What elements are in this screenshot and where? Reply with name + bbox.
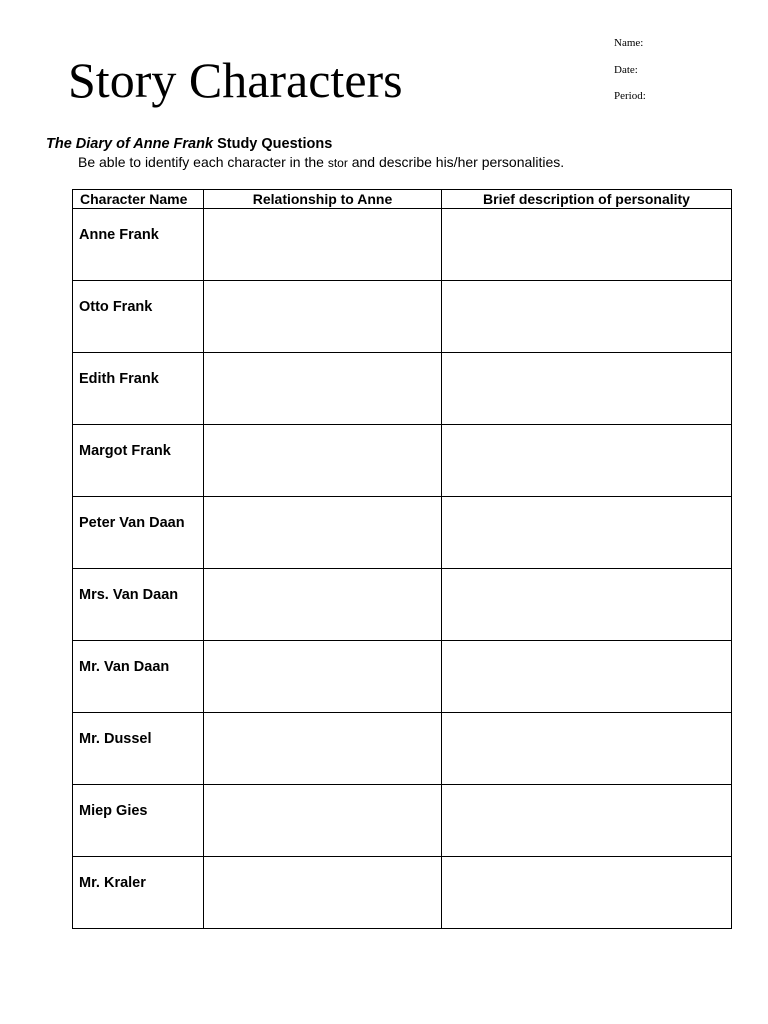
period-label: Period: (614, 90, 646, 102)
character-name-cell: Mr. Van Daan (73, 641, 204, 713)
relationship-cell[interactable] (204, 353, 442, 425)
column-header-relationship: Relationship to Anne (204, 190, 442, 209)
table-header-row (73, 190, 732, 209)
character-name-cell: Mr. Dussel (73, 713, 204, 785)
table-row (73, 281, 732, 353)
instructions-part-1: Be able to identify each character in the (78, 154, 328, 170)
personality-cell[interactable] (442, 785, 732, 857)
relationship-cell[interactable] (204, 209, 442, 281)
relationship-cell[interactable] (204, 641, 442, 713)
date-label: Date: (614, 63, 638, 76)
table-row (73, 425, 732, 497)
relationship-cell[interactable] (204, 281, 442, 353)
subtitle-rest: Study Questions (213, 136, 333, 152)
table-row (73, 209, 732, 281)
relationship-cell[interactable] (204, 713, 442, 785)
character-name-cell: Mrs. Van Daan (73, 569, 204, 641)
column-header-personality: Brief description of personality (442, 190, 732, 209)
table-row (73, 497, 732, 569)
personality-cell[interactable] (442, 209, 732, 281)
relationship-cell[interactable] (204, 857, 442, 929)
personality-cell[interactable] (442, 425, 732, 497)
character-name-cell: Peter Van Daan (73, 497, 204, 569)
table-row (73, 641, 732, 713)
character-name-cell: Anne Frank (73, 209, 204, 281)
page-title: Story Characters (68, 52, 403, 108)
relationship-cell[interactable] (204, 497, 442, 569)
instructions (78, 154, 564, 172)
personality-cell[interactable] (442, 641, 732, 713)
table-row (73, 569, 732, 641)
character-name-cell: Otto Frank (73, 281, 204, 353)
character-name-cell: Mr. Kraler (73, 857, 204, 929)
table-row (73, 857, 732, 929)
instructions-part-2: and describe his/her personalities. (347, 154, 565, 170)
relationship-cell[interactable] (204, 569, 442, 641)
personality-cell[interactable] (442, 353, 732, 425)
personality-cell[interactable] (442, 569, 732, 641)
personality-cell[interactable] (442, 281, 732, 353)
table-row (73, 713, 732, 785)
relationship-cell[interactable] (204, 785, 442, 857)
character-name-cell: Edith Frank (73, 353, 204, 425)
personality-cell[interactable] (442, 497, 732, 569)
character-name-cell: Margot Frank (73, 425, 204, 497)
worksheet-subtitle (46, 136, 332, 153)
personality-cell[interactable] (442, 857, 732, 929)
book-title: The Diary of Anne Frank (46, 136, 214, 152)
instructions-small-word: stor (327, 156, 348, 170)
table-row (73, 785, 732, 857)
table-row (73, 353, 732, 425)
character-name-cell: Miep Gies (73, 785, 204, 857)
column-header-character-name: Character Name (73, 190, 204, 209)
relationship-cell[interactable] (204, 425, 442, 497)
name-label: Name: (614, 37, 644, 49)
character-table (72, 189, 732, 929)
personality-cell[interactable] (442, 713, 732, 785)
student-info-block (614, 36, 646, 116)
